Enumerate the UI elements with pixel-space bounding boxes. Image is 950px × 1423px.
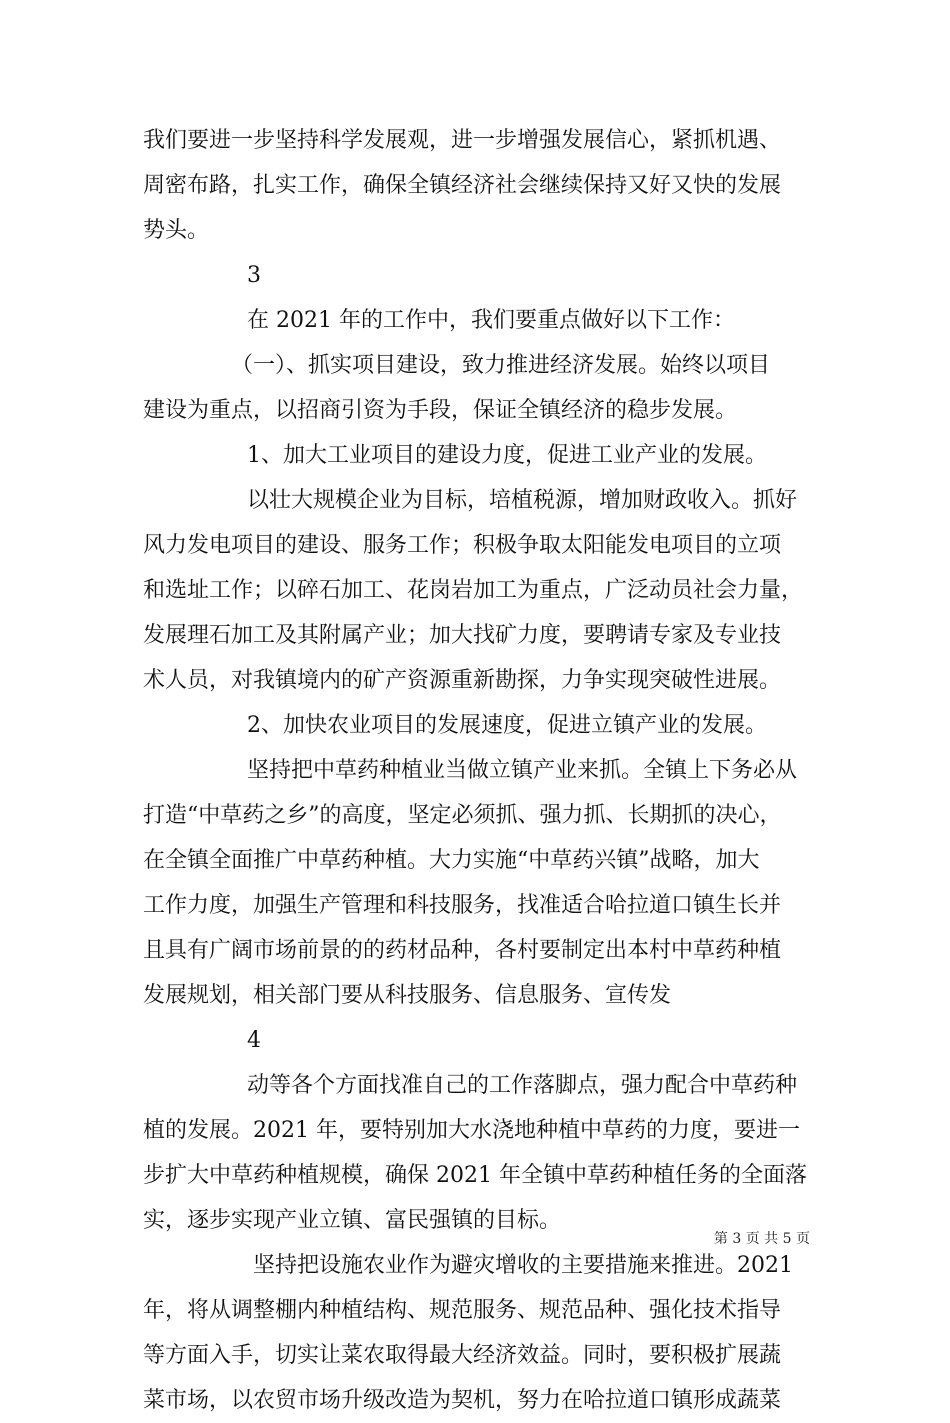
text-line: 等方面入手，切实让菜农取得最大经济效益。同时，要积极扩展蔬 (143, 1343, 782, 1368)
text-line: 发展理石加工及其附属产业；加大找矿力度，要聘请专家及专业技 (143, 623, 782, 648)
text-line: 实，逐步实现产业立镇、富民强镇的目标。 (143, 1208, 562, 1233)
text-line: 步扩大中草药种植规模，确保 2021 年全镇中草药种植任务的全面落 (143, 1163, 807, 1188)
text-line: 植的发展。2021 年，要特别加大水浇地种植中草药的力度，要进一 (143, 1118, 800, 1143)
text-line: 年，将从调整棚内种植结构、规范服务、规范品种、强化技术指导 (143, 1298, 782, 1323)
page-footer: 第 3 页 共 5 页 (713, 1231, 810, 1247)
text-line: 在 2021 年的工作中，我们要重点做好以下工作： (247, 308, 735, 333)
text-line: 周密布路，扎实工作，确保全镇经济社会继续保持又好又快的发展 (143, 173, 782, 198)
document-body (143, 118, 808, 1423)
text-line: 且具有广阔市场前景的的药材品种，各村要制定出本村中草药种植 (143, 938, 782, 963)
page-number-marker: 3 (247, 263, 261, 288)
text-line: 发展规划，相关部门要从科技服务、信息服务、宣传发 (143, 983, 672, 1008)
text-line: 菜市场，以农贸市场升级改造为契机，努力在哈拉道口镇形成蔬菜 (143, 1388, 782, 1413)
section-heading: （一）、抓实项目建设，致力推进经济发展。始终以项目 (231, 353, 771, 378)
text-line: 术人员，对我镇境内的矿产资源重新勘探，力争实现突破性进展。 (143, 668, 782, 693)
subsection-heading: 2、加快农业项目的发展速度，促进立镇产业的发展。 (247, 713, 767, 738)
page-number-marker: 4 (247, 1028, 261, 1053)
text-line: 建设为重点，以招商引资为手段，保证全镇经济的稳步发展。 (143, 398, 738, 423)
text-line: 我们要进一步坚持科学发展观，进一步增强发展信心，紧抓机遇、 (143, 128, 782, 153)
text-line: 以壮大规模企业为目标，培植税源，增加财政收入。抓好 (247, 488, 798, 513)
text-line: 坚持把设施农业作为避灾增收的主要措施来推进。2021 (253, 1253, 793, 1278)
text-line: 动等各个方面找准自己的工作落脚点，强力配合中草药种 (247, 1073, 798, 1098)
text-line: 势头。 (143, 218, 210, 243)
text-line: 坚持把中草药种植业当做立镇产业来抓。全镇上下务必从 (247, 758, 798, 783)
text-line: 在全镇全面推广中草药种植。大力实施“中草药兴镇”战略，加大 (143, 848, 760, 873)
text-line: 和选址工作；以碎石加工、花岗岩加工为重点，广泛动员社会力量， (143, 578, 804, 603)
text-line: 工作力度，加强生产管理和科技服务，找准适合哈拉道口镇生长并 (143, 893, 782, 918)
text-line: 打造“中草药之乡”的高度，坚定必须抓、强力抓、长期抓的决心， (143, 803, 782, 828)
subsection-heading: 1、加大工业项目的建设力度，促进工业产业的发展。 (247, 443, 767, 468)
text-line: 风力发电项目的建设、服务工作；积极争取太阳能发电项目的立项 (143, 533, 782, 558)
